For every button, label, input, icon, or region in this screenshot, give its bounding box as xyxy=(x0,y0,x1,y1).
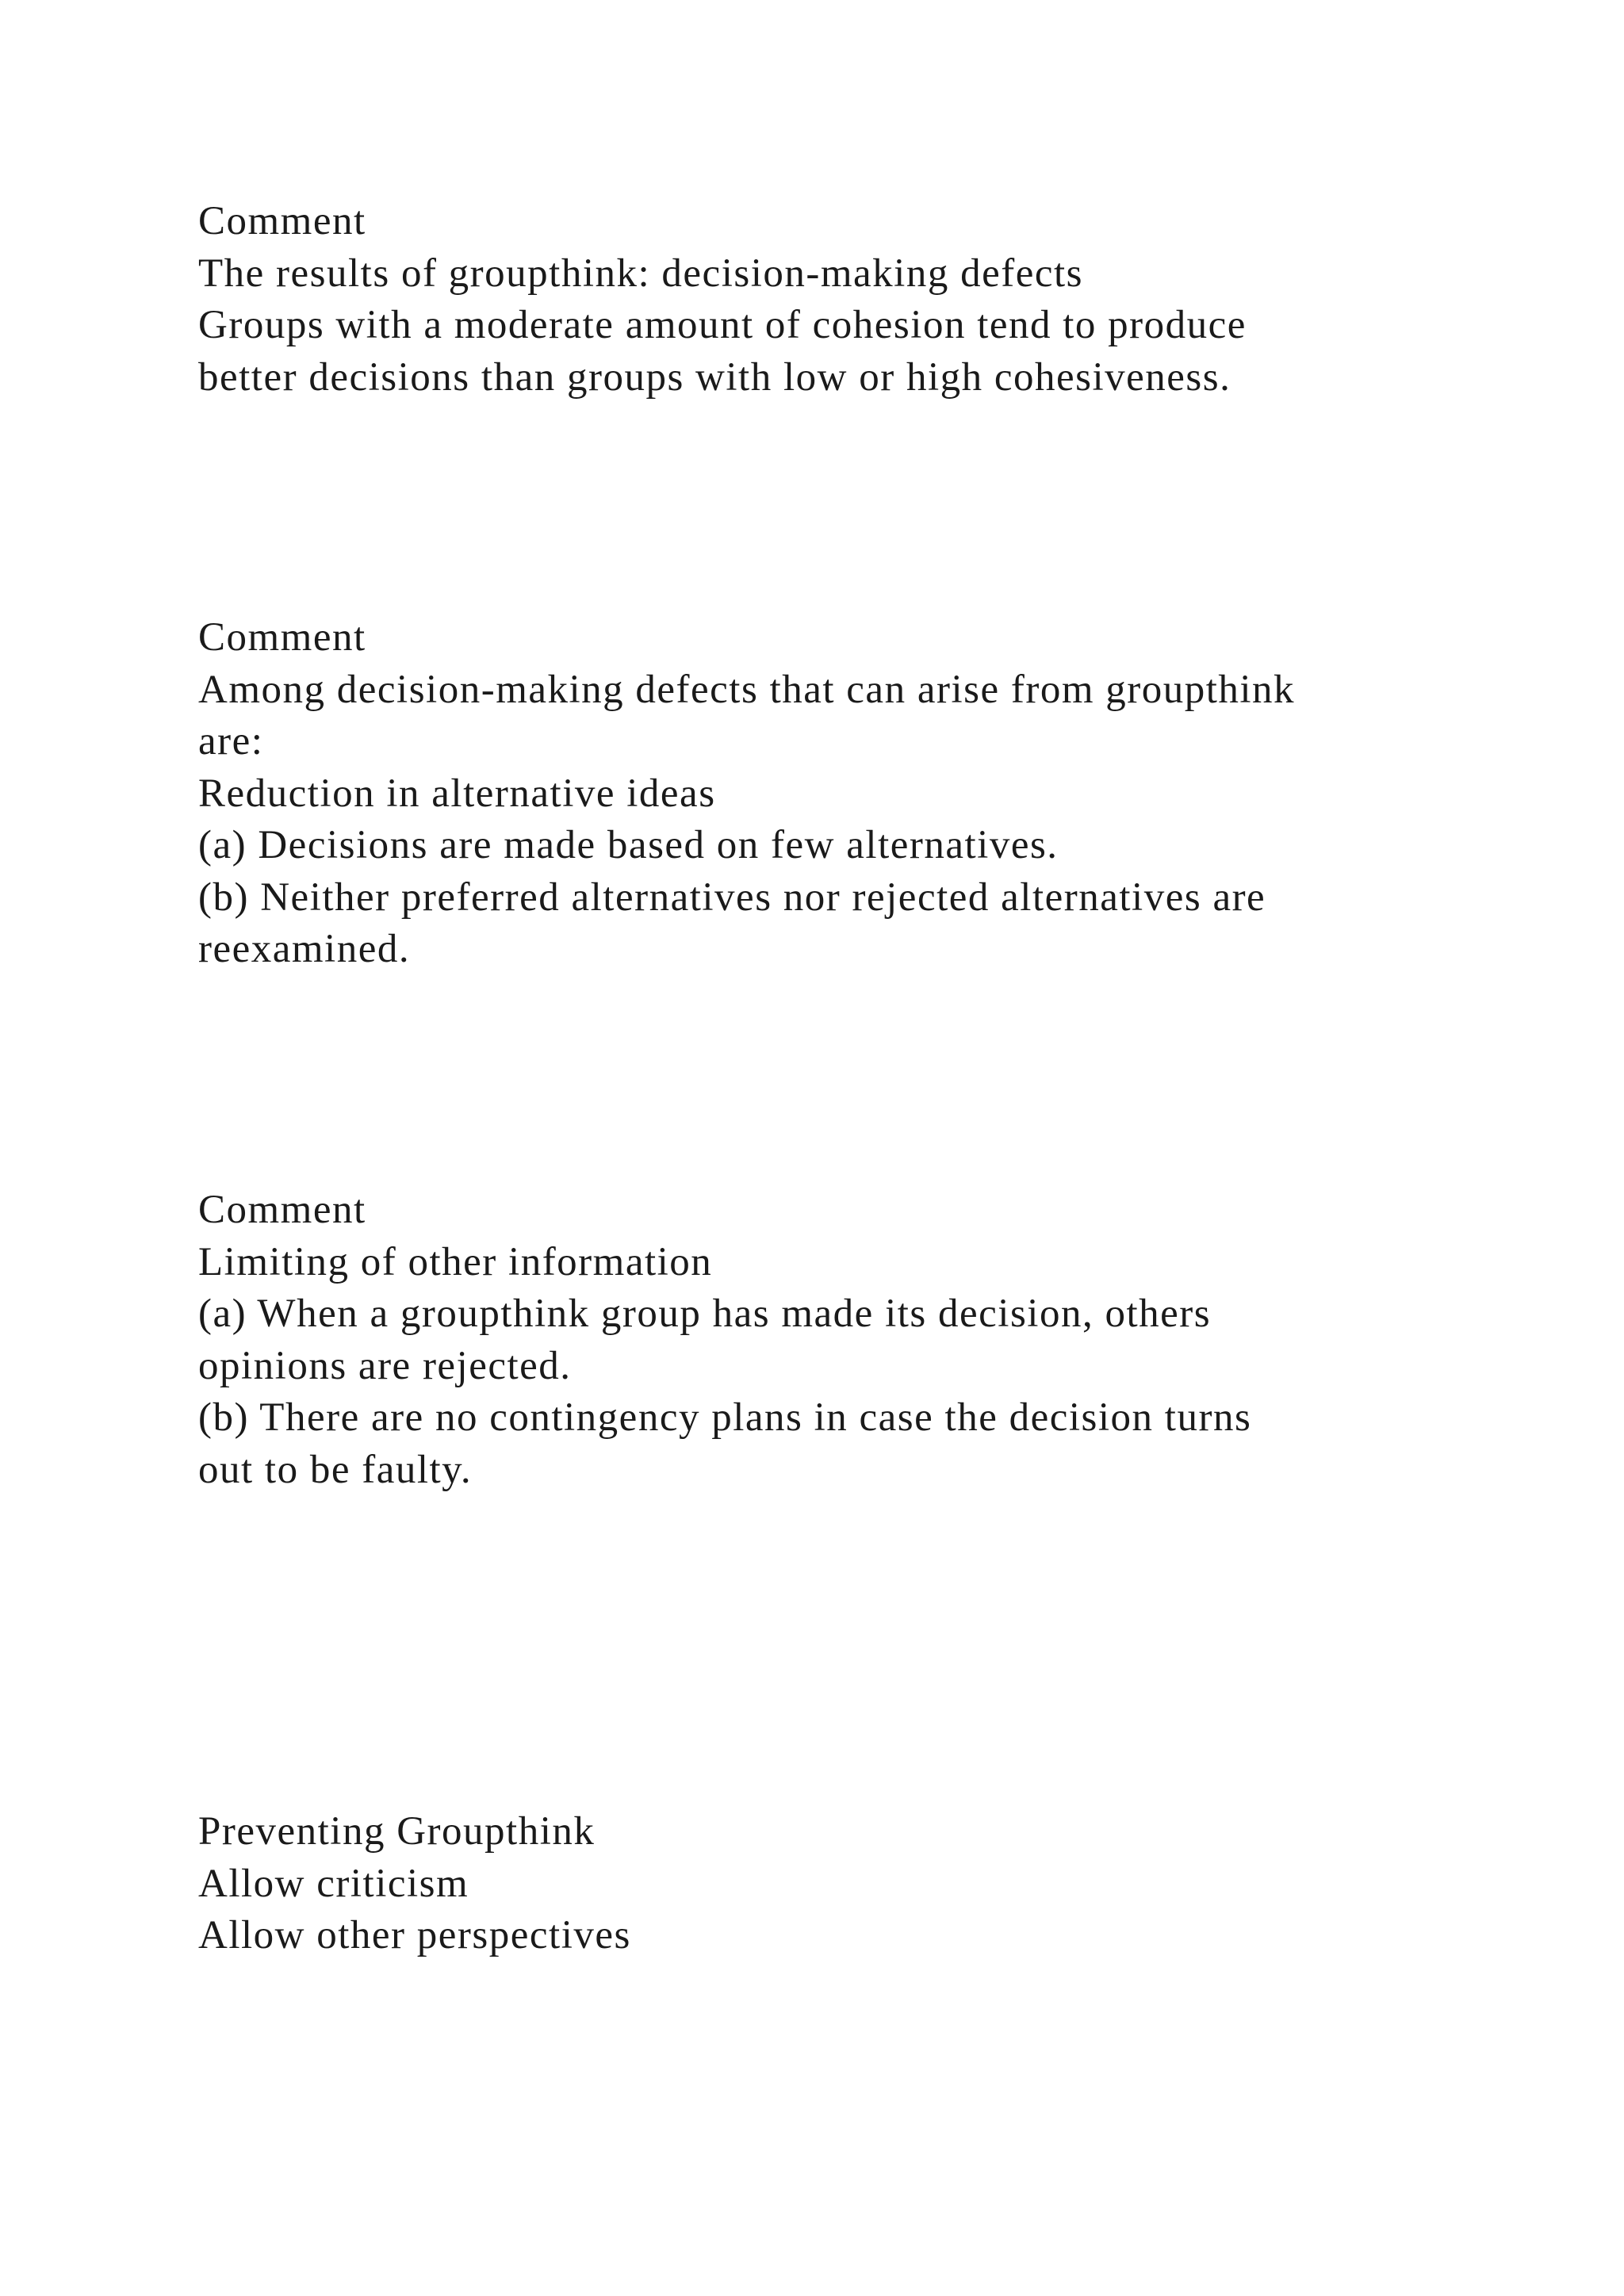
text-line: better decisions than groups with low or high cohesiveness. xyxy=(198,354,1231,400)
text-line: out to be faulty. xyxy=(198,1447,473,1492)
text-line: reexamined. xyxy=(198,927,411,971)
text-line: Reduction in alternative ideas xyxy=(198,771,716,816)
comment-block-limiting-information xyxy=(198,1184,1435,1496)
text-line: (b) Neither preferred alternatives nor rejected alternatives are xyxy=(198,874,1266,920)
text-line: (a) Decisions are made based on few alternatives. xyxy=(198,823,1059,867)
text-line: Among decision-making defects that can arise from groupthink xyxy=(198,667,1296,712)
preventing-groupthink-block xyxy=(198,1806,1435,1962)
section-heading: Preventing Groupthink xyxy=(198,1809,596,1854)
text-line: (b) There are no contingency plans in case the decision turns xyxy=(198,1395,1252,1440)
text-line: are: xyxy=(198,719,264,763)
comment-heading: Comment xyxy=(198,199,366,243)
text-line: Allow criticism xyxy=(198,1861,469,1906)
text-line: The results of groupthink: decision-making defects xyxy=(198,251,1083,296)
comment-heading: Comment xyxy=(198,615,366,660)
text-line: Groups with a moderate amount of cohesion tend to produce xyxy=(198,303,1247,347)
comment-block-groupthink-results xyxy=(198,196,1435,404)
comment-heading: Comment xyxy=(198,1188,366,1232)
text-line: Allow other perspectives xyxy=(198,1913,631,1957)
comment-block-decision-defects xyxy=(198,612,1435,976)
text-line: opinions are rejected. xyxy=(198,1343,572,1388)
text-line: Limiting of other information xyxy=(198,1239,713,1284)
text-line: (a) When a groupthink group has made its decision, others xyxy=(198,1292,1212,1336)
